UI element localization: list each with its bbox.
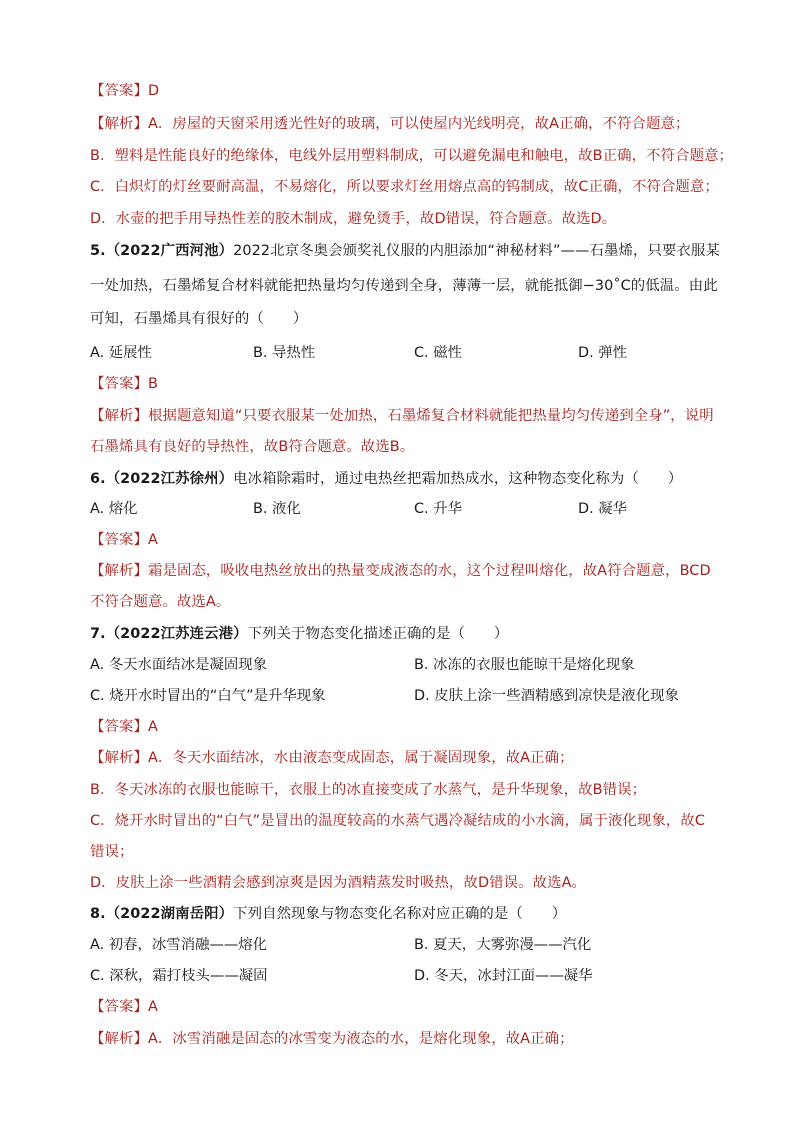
question-line: 可知，石墨烯具有很好的（ ） (90, 311, 308, 327)
option-b: B. 夏天，大雾弥漫——汽化 (414, 937, 592, 953)
analysis-line: C．白炽灯的灯丝要耐高温，不易熔化，所以要求灯丝用熔点高的钨制成，故C正确，不符合题意； (90, 179, 719, 195)
analysis-line: 【解析】A．冰雪消融是固态的冰雪变为液态的水，是熔化现象，故A正确； (90, 1031, 574, 1047)
option-b: B. 导热性 (253, 345, 316, 361)
analysis-line: B．冬天冰冻的衣服也能晾干，衣服上的冰直接变成了水蒸气，是升华现象，故B错误； (90, 782, 647, 798)
analysis-line: 错误； (90, 844, 134, 860)
option-a: A. 初春，冰雪消融——熔化 (90, 937, 268, 953)
option-a: A. 冬天水面结冰是凝固现象 (90, 657, 268, 673)
analysis-line: 【解析】霜是固态，吸收电热丝放出的热量变成液态的水，这个过程叫熔化，故A符合题意，BCD (90, 563, 711, 579)
answer-line: 【答案】B (90, 376, 158, 392)
analysis-line: D．水壶的把手用导热性差的胶木制成，避免烫手，故D错误，符合题意。故选D。 (90, 211, 617, 227)
question-line: 6.（2022江苏徐州）电冰箱除霜时，通过电热丝把霜加热成水，这种物态变化称为（ ） (90, 471, 683, 487)
analysis-line: C．烧开水时冒出的“白气”是冒出的温度较高的水蒸气遇冷凝结成的小水滴，属于液化现象，故C (90, 813, 706, 829)
option-a: A. 熔化 (90, 501, 138, 517)
option-c: C. 深秋，霜打枝头——凝固 (90, 968, 268, 984)
question-line: 7.（2022江苏连云港）下列关于物态变化描述正确的是（ ） (90, 626, 509, 642)
question-line: 一处加热，石墨烯复合材料就能把热量均匀传递到全身，薄薄一层，就能抵御−30˚C的低温。由此 (90, 278, 718, 294)
option-c: C. 烧开水时冒出的“白气”是升华现象 (90, 688, 326, 704)
answer-line: 【答案】A (90, 999, 158, 1015)
analysis-line: 【解析】根据题意知道“只要衣服某一处加热，石墨烯复合材料就能把热量均匀传递到全身”，说明 (90, 408, 714, 424)
option-d: D. 冬天，冰封江面——凝华 (414, 968, 593, 984)
answer-line: 【答案】A (90, 719, 158, 735)
option-d: D. 皮肤上涂一些酒精感到凉快是液化现象 (414, 688, 679, 704)
option-d: D. 弹性 (578, 345, 628, 361)
answer-line: 【答案】A (90, 532, 158, 548)
question-line: 5.（2022广西河池）2022北京冬奥会颁奖礼仪服的内胆添加“神秘材料”——石墨烯，只要衣服某 (90, 243, 720, 259)
option-d: D. 凝华 (578, 501, 628, 517)
question-line: 8.（2022湖南岳阳）下列自然现象与物态变化名称对应正确的是（ ） (90, 906, 567, 922)
option-b: B. 冰冻的衣服也能晾干是熔化现象 (414, 657, 635, 673)
analysis-line: 石墨烯具有良好的导热性，故B符合题意。故选B。 (90, 439, 415, 455)
option-b: B. 液化 (253, 501, 301, 517)
analysis-line: 【解析】A．冬天水面结冰，水由液态变成固态，属于凝固现象，故A正确； (90, 750, 574, 766)
analysis-line: D．皮肤上涂一些酒精会感到凉爽是因为酒精蒸发时吸热，故D错误。故选A。 (90, 875, 587, 891)
analysis-line: B．塑料是性能良好的绝缘体，电线外层用塑料制成，可以避免漏电和触电，故B正确，不符合题意； (90, 148, 734, 164)
option-c: C. 升华 (414, 501, 462, 517)
answer-line: 【答案】D (90, 83, 160, 99)
analysis-line: 不符合题意。故选A。 (90, 594, 231, 610)
option-a: A. 延展性 (90, 345, 152, 361)
option-c: C. 磁性 (414, 345, 462, 361)
analysis-line: 【解析】A．房屋的天窗采用透光性好的玻璃，可以使屋内光线明亮，故A正确，不符合题意； (90, 116, 690, 132)
